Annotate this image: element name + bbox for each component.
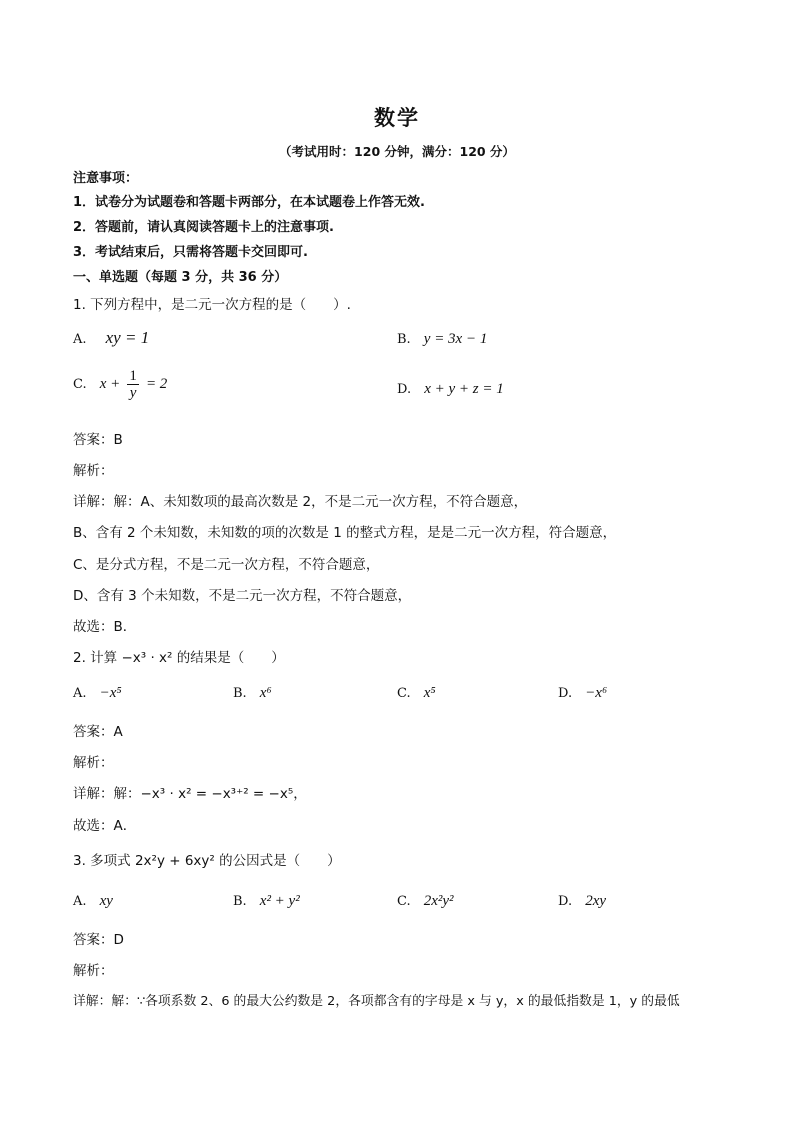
analysis-label: 解析： [73,755,114,771]
note-item: 1．试卷分为试题卷和答题卡两部分，在本试题卷上作答无效. [73,195,425,210]
option-d [558,682,607,702]
option-expression: y = 3x − 1 [423,331,488,347]
option-expression: x + y + z = 1 [424,381,504,397]
option-letter: D. [558,686,573,701]
conclusion: 故选：B． [73,619,137,635]
conclusion: 故选：A． [73,818,137,834]
exam-info: （考试用时：120 分钟，满分：120 分） [279,144,515,159]
solution-line: 详解：解：−x³ · x² = −x³⁺² = −x⁵， [73,786,307,802]
question-stem: 1. 下列方程中，是二元一次方程的是（ ）. [73,297,351,313]
fraction-denominator: y [129,385,137,401]
solution-line: 详解：解：∵各项系数 2、6 的最大公约数是 2，各项都含有的字母是 x 与 y，x 的最低指数是 1，y 的最低 [73,994,680,1009]
option-letter: B. [233,894,247,909]
solution-line: D、含有 3 个未知数，不是二元一次方程，不符合题意， [73,588,412,604]
option-expression: 2xy [585,893,607,909]
question-stem: 2. 计算 −x³ · x² 的结果是（ ） [73,650,285,666]
option-letter: A. [73,332,87,347]
fraction [127,368,139,401]
option-expression: xy [99,893,113,909]
option-letter: A. [73,686,87,701]
analysis-label: 解析： [73,463,114,479]
option-letter: C. [397,686,411,701]
option-d [397,378,504,398]
option-c [397,682,436,702]
option-expression: xy = 1 [105,328,150,347]
option-expression: x² + y² [259,893,300,909]
option-b [397,328,487,348]
analysis-label: 解析： [73,963,114,979]
option-b [233,682,272,702]
note-item: 3．考试结束后，只需将答题卡交回即可. [73,245,308,260]
option-b [233,890,300,910]
option-expression: x + [99,376,121,392]
option-expression: −x⁶ [585,685,608,701]
option-expression: x⁶ [259,685,272,701]
page-title: 数学 [374,106,420,130]
option-letter: D. [397,382,412,397]
option-a [73,682,122,702]
answer: 答案：A [73,724,123,740]
option-d [558,890,606,910]
question-stem: 3. 多项式 2x²y + 6xy² 的公因式是（ ） [73,853,341,869]
option-letter: B. [233,686,247,701]
option-letter: C. [397,894,411,909]
solution-line: C、是分式方程，不是二元一次方程，不符合题意， [73,557,380,573]
answer: 答案：B [73,432,123,448]
option-expression: 2x²y² [423,893,454,909]
option-letter: D. [558,894,573,909]
section-heading: 一、单选题（每题 3 分，共 36 分） [73,270,288,285]
option-a [73,890,113,910]
fraction-numerator: 1 [129,368,137,384]
note-item: 2．答题前，请认真阅读答题卡上的注意事项. [73,220,334,235]
answer: 答案：D [73,932,124,948]
option-a [73,328,149,348]
solution-line: 详解：解：A、未知数项的最高次数是 2，不是二元一次方程，不符合题意， [73,494,528,510]
solution-line: B、含有 2 个未知数，未知数的项的次数是 1 的整式方程，是是二元一次方程，符合题意， [73,525,617,541]
option-letter: C. [73,377,87,392]
option-expression: x⁵ [423,685,436,701]
option-c [397,890,454,910]
option-expression: = 2 [145,376,168,392]
option-c [73,368,167,401]
option-expression: −x⁵ [99,685,122,701]
notes-heading: 注意事项： [73,171,139,186]
option-letter: A. [73,894,87,909]
option-letter: B. [397,332,411,347]
